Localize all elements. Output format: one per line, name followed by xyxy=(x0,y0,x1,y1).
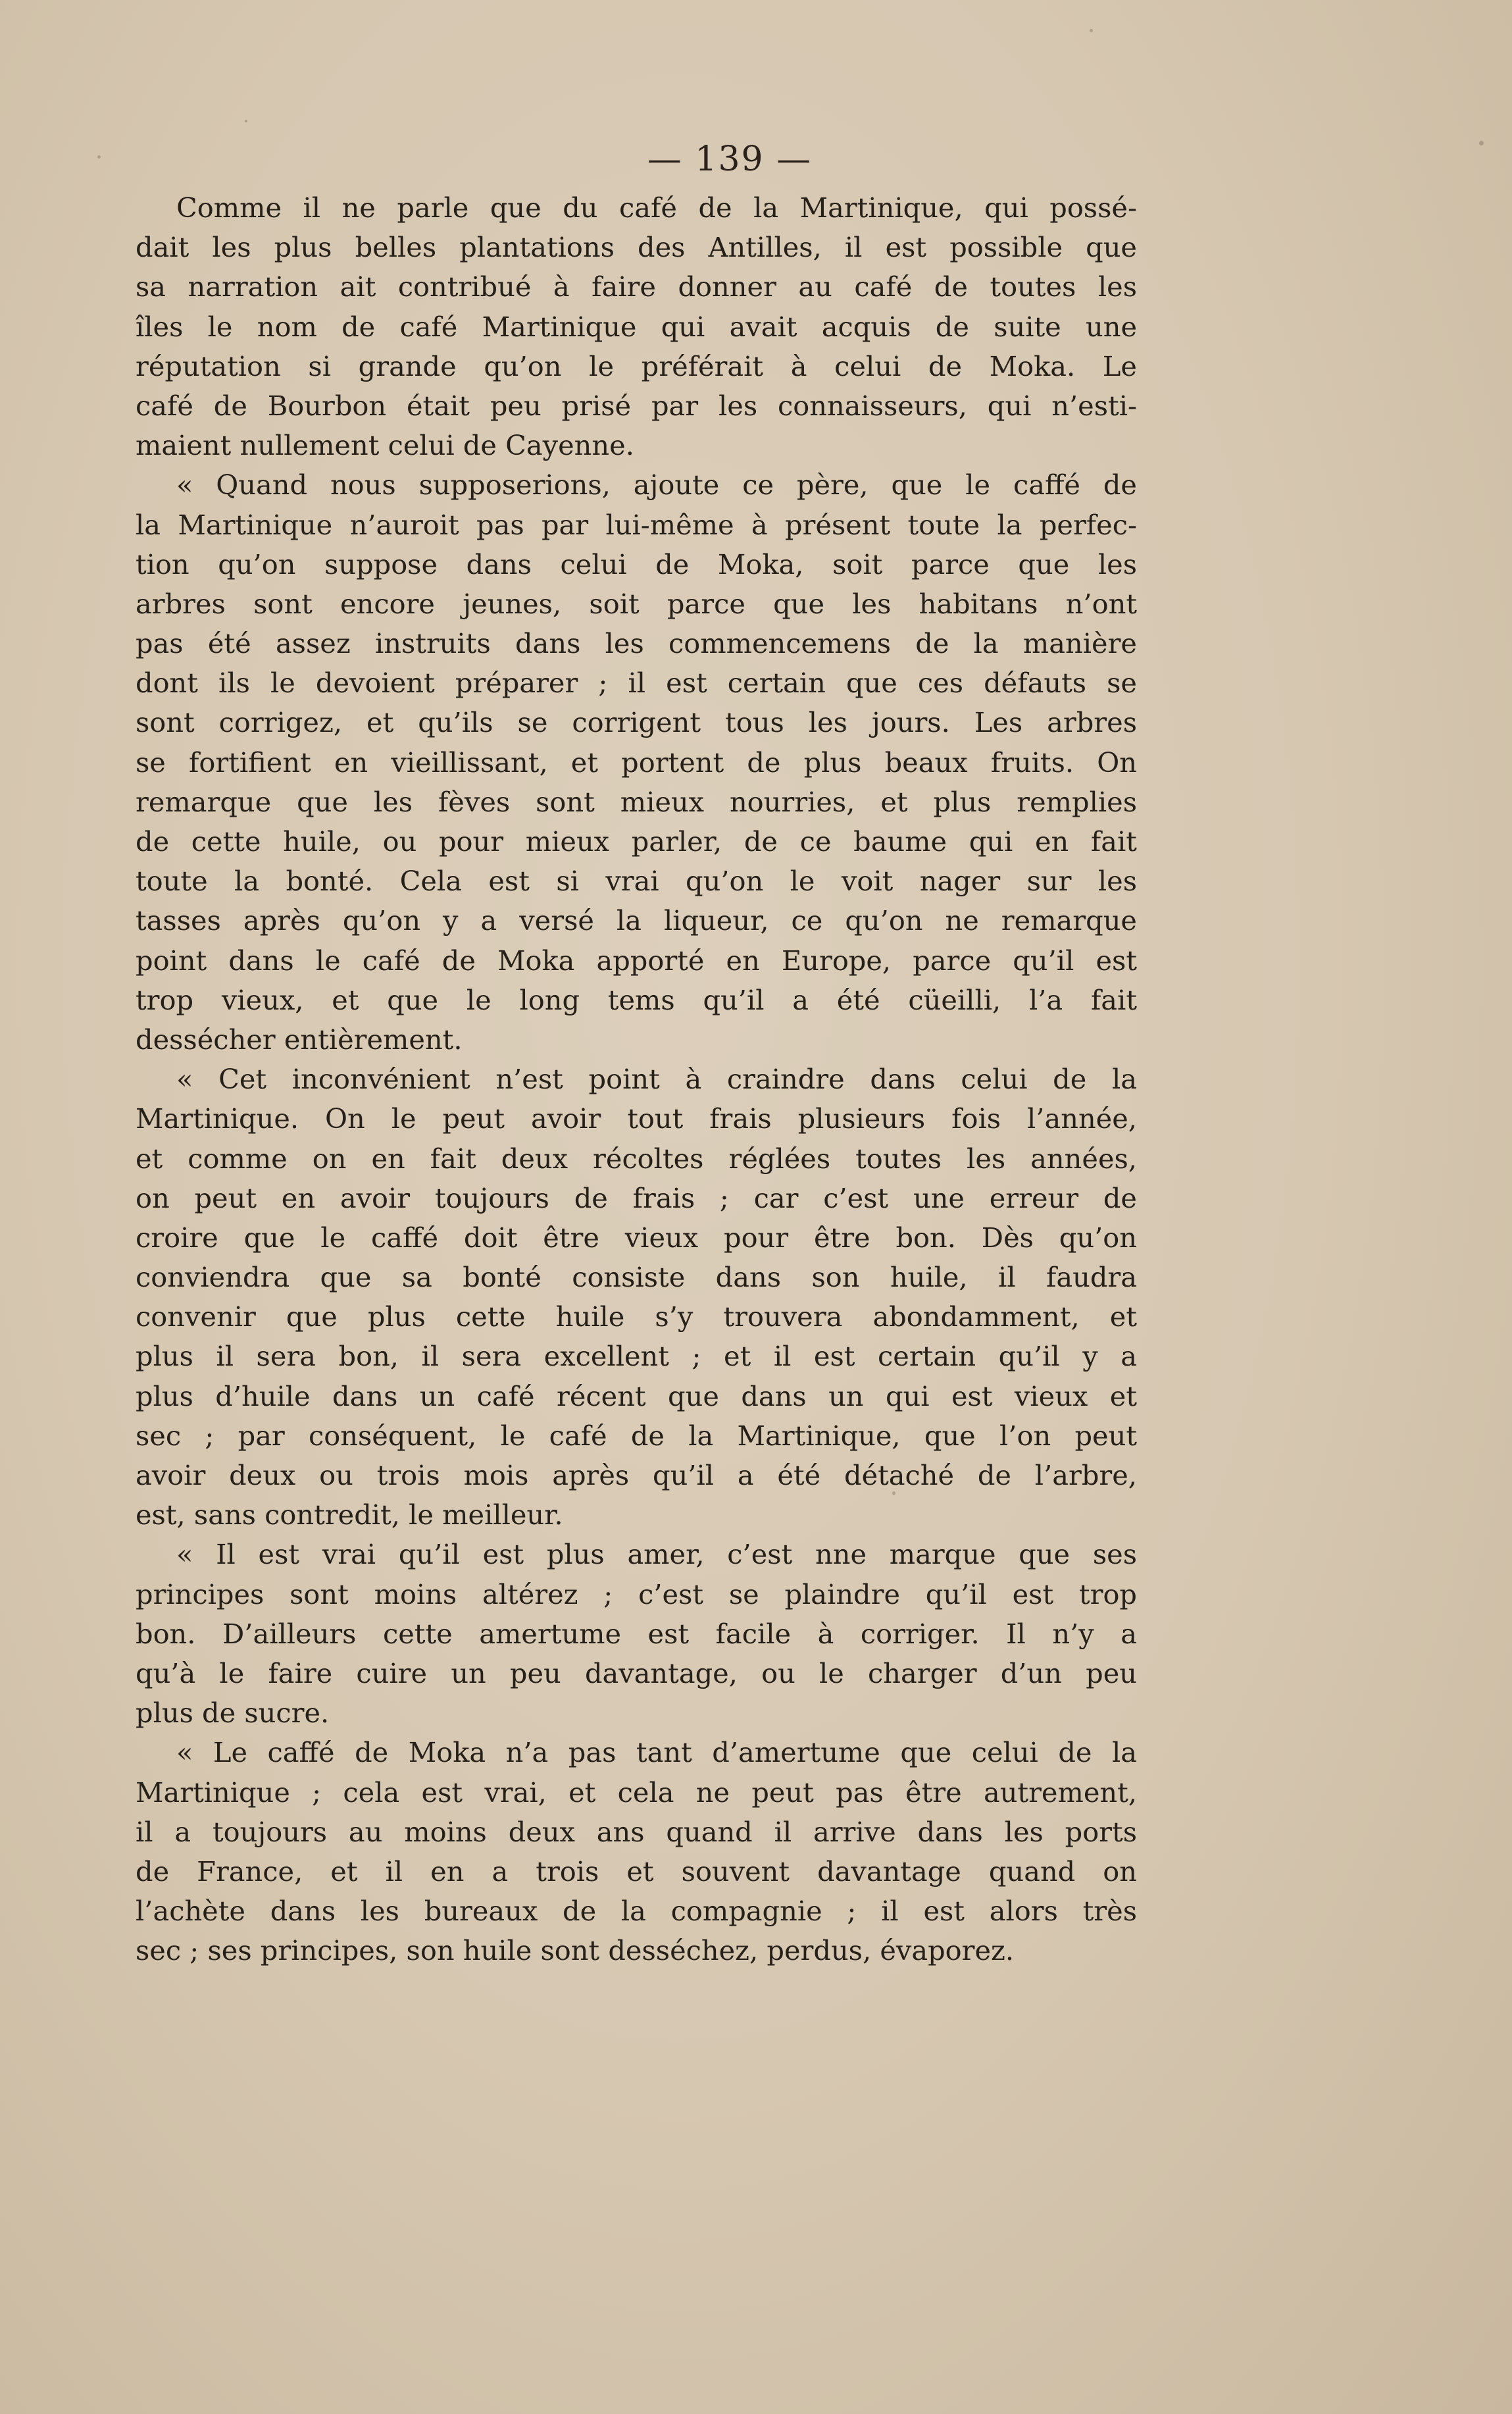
text-line: dait les plus belles plantations des Antilles, il est possible que xyxy=(136,231,1137,264)
text-line: avoir deux ou trois mois après qu’il a été détaché de l’arbre, xyxy=(136,1459,1137,1491)
text-line: de cette huile, ou pour mieux parler, de ce baume qui en fait xyxy=(136,825,1137,858)
text-line: plus de sucre. xyxy=(136,1697,330,1730)
text-line: tasses après qu’on y a versé la liqueur, ce qu’on ne remarque xyxy=(136,904,1137,937)
text-line: remarque que les fèves sont mieux nourries, et plus remplies xyxy=(136,785,1137,818)
text-line: la Martinique n’auroit pas par lui-même à présent toute la perfec- xyxy=(136,508,1137,541)
text-line: café de Bourbon était peu prisé par les connaisseurs, qui n’esti- xyxy=(136,389,1137,422)
text-line: toute la bonté. Cela est si vrai qu’on le voit nager sur les xyxy=(136,865,1137,898)
text-line: réputation si grande qu’on le préférait à celui de Moka. Le xyxy=(136,349,1137,382)
text-line: pas été assez instruits dans les commencemens de la manière xyxy=(136,627,1137,660)
text-line: arbres sont encore jeunes, soit parce que les habitans n’ont xyxy=(136,587,1137,620)
page-number: — 139 — xyxy=(647,140,813,179)
text-line: conviendra que sa bonté consiste dans son huile, il faudra xyxy=(136,1261,1137,1294)
text-line: sec ; par conséquent, le café de la Martinique, que l’on peut xyxy=(136,1419,1137,1452)
text-line: on peut en avoir toujours de frais ; car c’est une erreur de xyxy=(136,1181,1137,1214)
text-line: bon. D’ailleurs cette amertume est facile à corriger. Il n’y a xyxy=(136,1617,1137,1650)
text-line: « Quand nous supposerions, ajoute ce père, que le caffé de xyxy=(176,469,1137,501)
text-line: qu’à le faire cuire un peu davantage, ou le charger d’un peu xyxy=(136,1656,1137,1689)
text-line: plus d’huile dans un café récent que dans un qui est vieux et xyxy=(136,1379,1137,1412)
text-line: dont ils le devoient préparer ; il est certain que ces défauts se xyxy=(136,667,1137,700)
paper-speck xyxy=(97,155,101,159)
text-line: Comme il ne parle que du café de la Martinique, qui possé- xyxy=(176,192,1137,224)
text-line: sont corrigez, et qu’ils se corrigent tous les jours. Les arbres xyxy=(136,706,1137,739)
text-line: convenir que plus cette huile s’y trouvera abondamment, et xyxy=(136,1300,1137,1333)
text-line: Martinique ; cela est vrai, et cela ne peut pas être autrement, xyxy=(136,1776,1137,1809)
text-line: croire que le caffé doit être vieux pour être bon. Dès qu’on xyxy=(136,1221,1137,1254)
text-line: il a toujours au moins deux ans quand il arrive dans les ports xyxy=(136,1815,1137,1848)
body-text xyxy=(136,188,1137,1970)
text-line: est, sans contredit, le meilleur. xyxy=(136,1499,563,1531)
text-line: « Il est vrai qu’il est plus amer, c’est nne marque que ses xyxy=(176,1538,1137,1571)
paper-speck xyxy=(1090,29,1093,32)
text-line: de France, et il en a trois et souvent davantage quand on xyxy=(136,1855,1137,1888)
text-line: maient nullement celui de Cayenne. xyxy=(136,429,634,462)
paper-speck xyxy=(1479,141,1484,145)
text-line: Martinique. On le peut avoir tout frais plusieurs fois l’année, xyxy=(136,1102,1137,1135)
text-line: sa narration ait contribué à faire donner au café de toutes les xyxy=(136,270,1137,303)
text-line: « Le caffé de Moka n’a pas tant d’amertume que celui de la xyxy=(176,1736,1137,1769)
text-line: se fortifient en vieillissant, et portent de plus beaux fruits. On xyxy=(136,746,1137,779)
text-line: l’achète dans les bureaux de la compagnie ; il est alors très xyxy=(136,1895,1137,1928)
text-line: « Cet inconvénient n’est point à craindre dans celui de la xyxy=(176,1063,1137,1096)
text-line: dessécher entièrement. xyxy=(136,1023,463,1056)
text-line: sec ; ses principes, son huile sont desséchez, perdus, évaporez. xyxy=(136,1934,1015,1967)
paper-speck xyxy=(892,1491,895,1495)
text-line: îles le nom de café Martinique qui avait acquis de suite une xyxy=(136,310,1137,343)
text-line: trop vieux, et que le long tems qu’il a été cüeilli, l’a fait xyxy=(136,983,1137,1016)
text-line: principes sont moins altérez ; c’est se plaindre qu’il est trop xyxy=(136,1578,1137,1610)
text-line: tion qu’on suppose dans celui de Moka, soit parce que les xyxy=(136,548,1137,580)
paper-speck xyxy=(245,120,247,122)
text-line: et comme on en fait deux récoltes réglées toutes les années, xyxy=(136,1142,1137,1175)
text-line: plus il sera bon, il sera excellent ; et il est certain qu’il y a xyxy=(136,1340,1137,1373)
text-line: point dans le café de Moka apporté en Europe, parce qu’il est xyxy=(136,944,1137,977)
